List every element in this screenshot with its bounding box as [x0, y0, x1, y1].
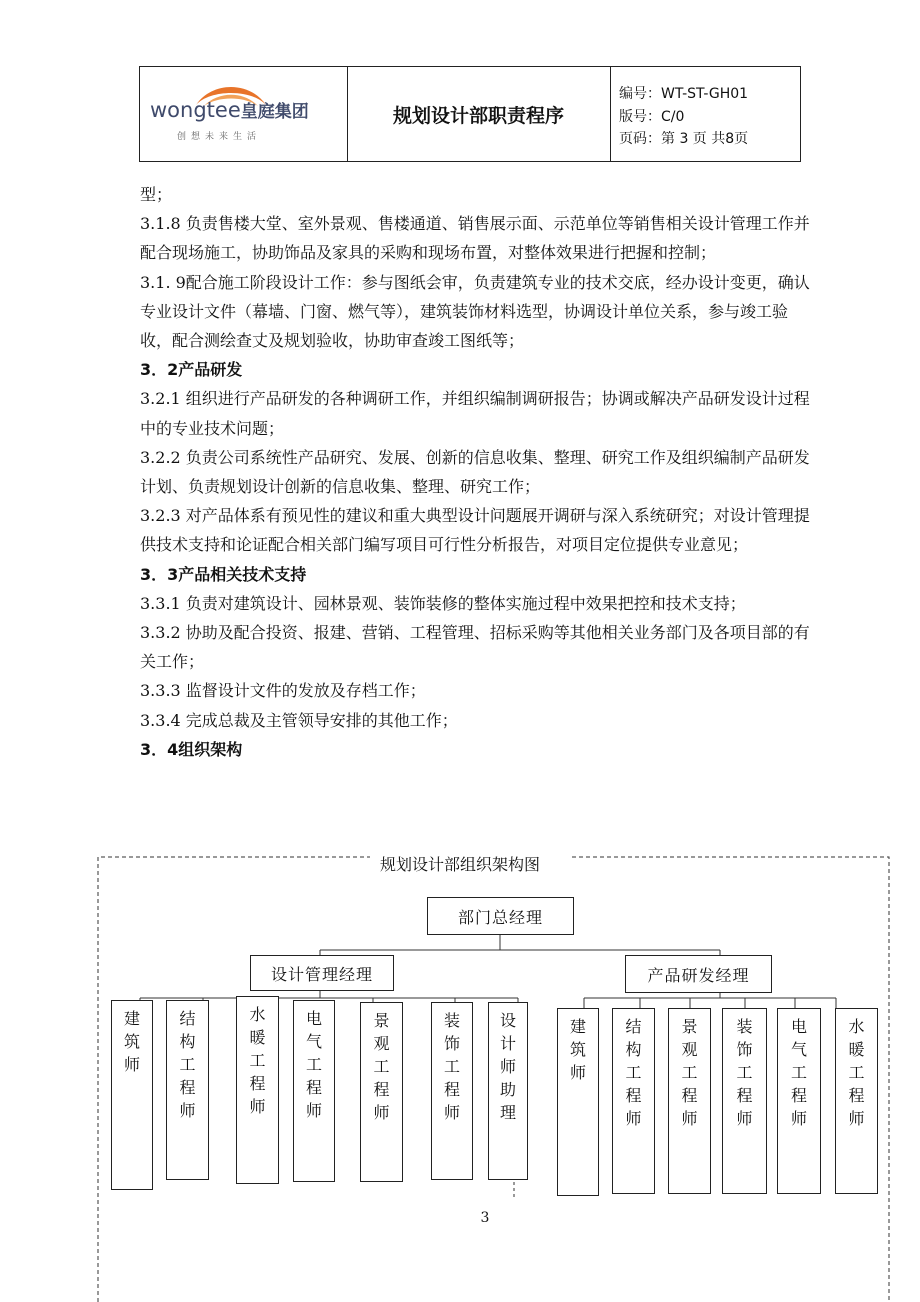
org-node-design-landscape-engineer: 景观工程师 [360, 1002, 403, 1182]
title-cell [347, 67, 611, 161]
org-node-design-assistant: 设计师助理 [488, 1002, 528, 1180]
paragraph: 3.1. 9配合施工阶段设计工作：参与图纸会审，负责建筑专业的技术交底，经办设计变更，确认专业设计文件（幕墙、门窗、燃气等），建筑装饰材料选型，协调设计单位关系，参与竣工验收，配合测绘查丈及规划验收，协助审查竣工图纸等； [140, 272, 810, 351]
document-header [139, 66, 801, 162]
page-number: 3 [480, 1210, 490, 1226]
paragraph: 3.2.3 对产品体系有预见性的建议和重大典型设计问题展开调研与深入系统研究；对设计管理提供技术支持和论证配合相关部门编写项目可行性分析报告，对项目定位提供专业意见； [140, 506, 810, 555]
paragraph: 3.3.2 协助及配合投资、报建、营销、工程管理、招标采购等其他相关业务部门及各项目部的有关工作； [140, 623, 810, 672]
paragraph: 3.1.8 负责售楼大堂、室外景观、售楼通道、销售展示面、示范单位等销售相关设计管理工作并配合现场施工，协助饰品及家具的采购和现场布置，对整体效果进行把握和控制； [140, 214, 810, 263]
paragraph: 3.3.3 监督设计文件的发放及存档工作； [140, 681, 426, 701]
org-node-design-architect: 建筑师 [111, 1000, 153, 1190]
company-logo-text: wongtee皇庭集团 [150, 98, 309, 122]
org-node-rd-electrical-engineer: 电气工程师 [777, 1008, 821, 1194]
company-tagline: 创想未来生活 [177, 132, 262, 142]
org-node-rd-architect: 建筑师 [557, 1008, 599, 1196]
document-title: 规划设计部职责程序 [392, 105, 564, 127]
section-heading: 3．3产品相关技术支持 [140, 564, 307, 584]
org-node-rd-structural-engineer: 结构工程师 [612, 1008, 655, 1194]
org-node-general-manager: 部门总经理 [427, 897, 574, 935]
org-node-rd-landscape-engineer: 景观工程师 [668, 1008, 711, 1194]
paragraph: 型； [140, 185, 173, 204]
paragraph: 3.2.2 负责公司系统性产品研究、发展、创新的信息收集、整理、研究工作及组织编制产品研发计划、负责规划设计创新的信息收集、整理、研究工作； [140, 447, 810, 497]
section-heading: 3．4组织架构 [140, 739, 243, 759]
org-node-rd-decoration-engineer: 装饰工程师 [722, 1008, 767, 1194]
paragraph: 3.3.1 负责对建筑设计、园林景观、装饰装修的整体实施过程中效果把控和技术支持； [140, 593, 746, 613]
section-heading: 3．2产品研发 [140, 360, 243, 380]
logo-cell [140, 67, 348, 161]
paragraph: 3.2.1 组织进行产品研发的各种调研工作，并组织编制调研报告；协调或解决产品研发设计过程中的专业技术问题； [140, 389, 810, 438]
org-node-rd-manager: 产品研发经理 [625, 955, 772, 993]
doc-version: 版号：C/0 [619, 109, 685, 125]
org-node-design-decoration-engineer: 装饰工程师 [431, 1002, 473, 1180]
document-body [140, 180, 810, 764]
page-info: 页码：第 3 页 共8页 [619, 131, 749, 147]
org-chart-title: 规划设计部组织架构图 [379, 855, 540, 874]
org-node-design-structural-engineer: 结构工程师 [166, 1000, 209, 1180]
org-node-design-hvac-engineer: 水暖工程师 [236, 996, 279, 1184]
org-node-rd-hvac-engineer: 水暖工程师 [835, 1008, 878, 1194]
org-node-design-manager: 设计管理经理 [250, 955, 394, 991]
meta-cell [611, 67, 801, 161]
paragraph: 3.3.4 完成总裁及主管领导安排的其他工作； [140, 710, 458, 730]
org-node-design-electrical-engineer: 电气工程师 [293, 1000, 335, 1182]
doc-number: 编号：WT-ST-GH01 [619, 86, 749, 102]
